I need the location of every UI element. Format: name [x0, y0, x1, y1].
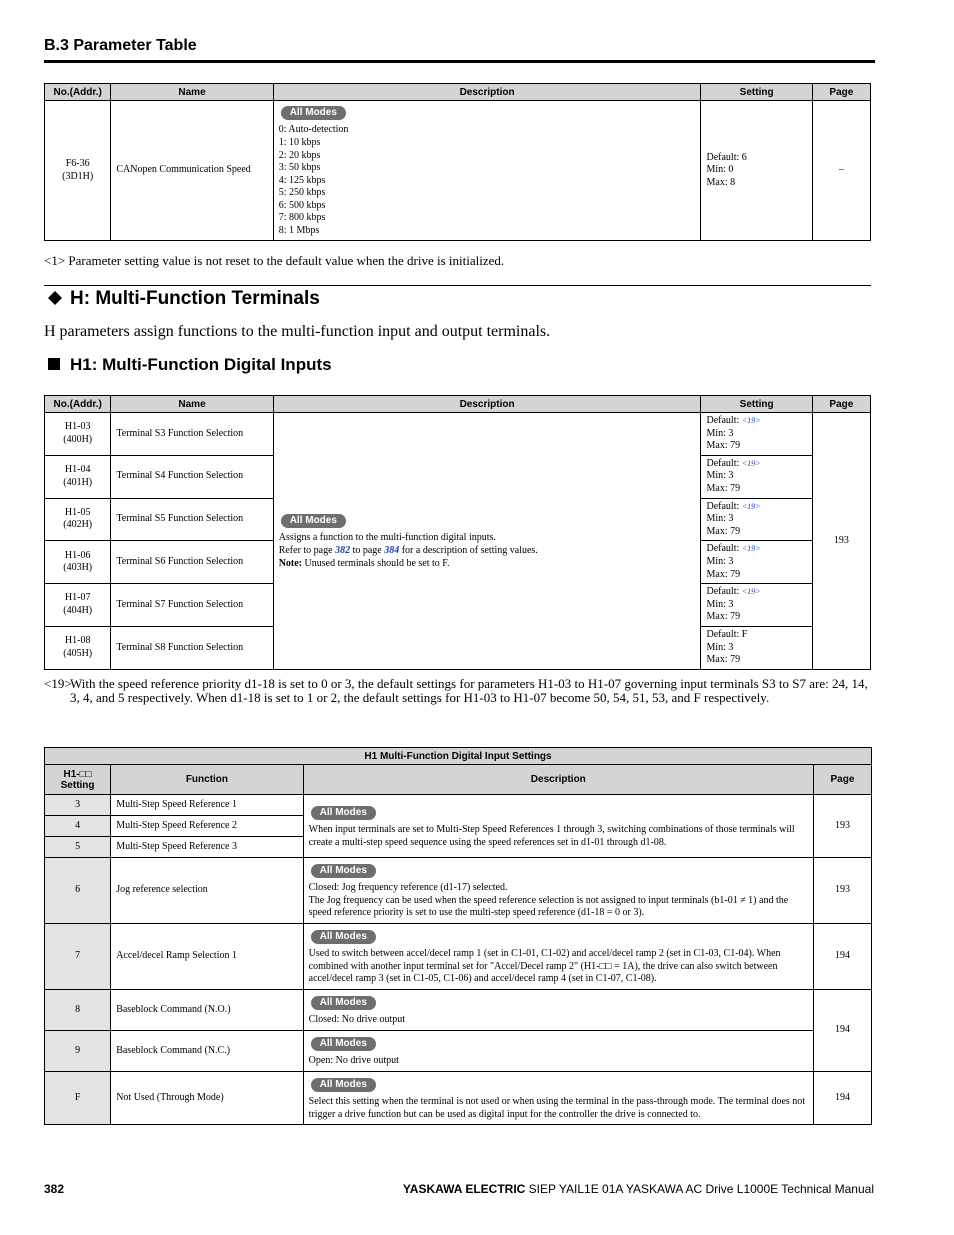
setting-max: Max: 79 — [706, 440, 741, 452]
setting-page: 194 — [813, 990, 871, 1072]
square-icon — [48, 358, 60, 370]
desc-text: to page — [350, 545, 385, 557]
table-row — [45, 924, 872, 990]
param-number-cell — [45, 101, 111, 241]
desc-text: Refer to page — [278, 545, 336, 557]
note-label: Note: — [278, 557, 303, 569]
param-number: H1-07 — [64, 592, 91, 604]
option-line: 3: 50 kbps — [278, 162, 321, 174]
setting-default: Default: — [706, 500, 740, 512]
col-header-no: No.(Addr.) — [45, 396, 111, 413]
col-header-description: Description — [303, 765, 813, 795]
table-row — [45, 413, 871, 456]
setting-function: Not Used (Through Mode) — [111, 1072, 303, 1125]
footer-manual-title — [403, 1182, 874, 1196]
param-description — [273, 413, 701, 670]
desc-text: Select this setting when the terminal is not used or when using the terminal in the pass-through mode. The terminal does not trigger a drive function but can be used as digital input for the controller the drive is connected to. — [308, 1095, 806, 1120]
all-modes-badge: All Modes — [281, 514, 346, 528]
param-name: Terminal S7 Function Selection — [111, 584, 273, 627]
col-header-description: Description — [273, 84, 701, 101]
setting-default: Default: — [706, 457, 740, 469]
param-name: Terminal S3 Function Selection — [111, 413, 273, 456]
desc-text: Closed: Jog frequency reference (d1-17) selected. — [308, 882, 508, 894]
note-text: Unused terminals should be set to F. — [302, 557, 450, 569]
setting-value: F — [45, 1072, 111, 1125]
option-line: 2: 20 kbps — [278, 149, 321, 161]
footnote-19-text: With the speed reference priority d1-18 is set to 0 or 3, the default settings for parameters H1-03 to H1-07 governing input terminals S3 to S7 are: 24, 14, 3, 4, and 5 respectively. When d1-18 is set to 1 or 2, the default settings for H1-03 to H1-07 become 50, 54, 51, 53, and F respectively. — [70, 676, 868, 705]
desc-note — [279, 558, 696, 571]
all-modes-badge: All Modes — [281, 106, 346, 120]
param-number: H1-05 — [64, 506, 91, 518]
setting-value: 6 — [45, 858, 111, 924]
param-address: (400H) — [63, 433, 93, 445]
option-line: 0: Auto-detection — [278, 124, 349, 136]
all-modes-badge: All Modes — [311, 1078, 376, 1092]
param-address: (3D1H) — [62, 170, 94, 182]
footer-brand: YASKAWA ELECTRIC — [402, 1182, 526, 1196]
param-name: Terminal S4 Function Selection — [111, 455, 273, 498]
col-header-setting — [45, 765, 111, 795]
col-header-setting-a: H1-□□ — [63, 768, 92, 780]
settings-table-title: H1 Multi-Function Digital Input Settings — [45, 748, 872, 765]
setting-value: 5 — [45, 837, 111, 858]
all-modes-badge: All Modes — [311, 864, 376, 878]
heading-h1 — [48, 355, 332, 375]
setting-value: 7 — [45, 924, 111, 990]
param-number-cell — [45, 626, 111, 669]
param-setting — [701, 413, 812, 456]
param-setting — [701, 541, 812, 584]
setting-page: 193 — [813, 858, 871, 924]
param-number-cell — [45, 584, 111, 627]
table-header-row — [45, 84, 871, 101]
param-number-cell — [45, 413, 111, 456]
page-link-382[interactable]: 382 — [335, 545, 351, 557]
setting-min: Min: 3 — [706, 598, 734, 610]
setting-description — [303, 990, 813, 1031]
param-name: Terminal S8 Function Selection — [111, 626, 273, 669]
page-link-384[interactable]: 384 — [384, 545, 400, 557]
setting-min: Min: 3 — [706, 641, 734, 653]
option-line: 7: 800 kbps — [278, 212, 326, 224]
setting-description — [303, 924, 813, 990]
intro-paragraph: H parameters assign functions to the multi-function input and output terminals. — [44, 323, 551, 340]
setting-value: 4 — [45, 816, 111, 837]
h1-settings-table — [44, 747, 872, 1125]
param-address: (401H) — [63, 476, 93, 488]
footnote-19 — [44, 677, 872, 705]
table-header-row — [45, 765, 872, 795]
setting-function: Accel/decel Ramp Selection 1 — [111, 924, 303, 990]
section-rule — [44, 60, 875, 63]
table-title-row — [45, 748, 872, 765]
all-modes-badge: All Modes — [311, 930, 376, 944]
setting-function: Baseblock Command (N.C.) — [111, 1031, 303, 1072]
param-name: CANopen Communication Speed — [111, 101, 273, 241]
desc-text: Closed: No drive output — [308, 1014, 406, 1026]
table-row — [45, 990, 872, 1031]
table-row — [45, 101, 871, 241]
col-header-setting-b: Setting — [60, 779, 95, 791]
col-header-page: Page — [812, 396, 870, 413]
heading-h-text: H: Multi-Function Terminals — [70, 288, 320, 309]
table-row — [45, 1072, 872, 1125]
setting-max: Max: 79 — [706, 568, 741, 580]
param-description — [273, 101, 701, 241]
setting-default: Default: 6 — [706, 151, 747, 163]
param-setting — [701, 498, 812, 541]
setting-value: 8 — [45, 990, 111, 1031]
col-header-setting: Setting — [701, 396, 812, 413]
param-setting — [701, 584, 812, 627]
param-address: (402H) — [63, 519, 93, 531]
param-address: (403H) — [63, 562, 93, 574]
footnote-ref-link[interactable]: <19> — [741, 587, 761, 597]
desc-text: for a description of setting values. — [399, 545, 538, 557]
footnote-ref-link[interactable]: <19> — [741, 458, 761, 468]
setting-default: Default: — [706, 543, 740, 555]
setting-value: 3 — [45, 795, 111, 816]
param-name: Terminal S5 Function Selection — [111, 498, 273, 541]
param-setting — [701, 626, 812, 669]
setting-description — [303, 1072, 813, 1125]
col-header-no: No.(Addr.) — [45, 84, 111, 101]
footnote-1: <1> Parameter setting value is not reset to the default value when the drive is initialized. — [44, 253, 505, 268]
setting-min: Min: 3 — [706, 470, 734, 482]
desc-text: The Jog frequency can be used when the speed reference selection is not assigned to input terminals (b1-01 ≠ 1) and the speed reference priority is set to use the multi-step speed reference (d1-18 = 0 or 3). — [308, 894, 789, 919]
param-number-cell — [45, 455, 111, 498]
heading-h1-text: H1: Multi-Function Digital Inputs — [70, 355, 332, 374]
footnote-19-tag: <19> — [44, 676, 72, 691]
setting-max: Max: 8 — [706, 176, 736, 188]
param-number: H1-08 — [64, 635, 91, 647]
setting-default: Default: — [706, 586, 740, 598]
param-number: H1-04 — [64, 464, 91, 476]
setting-page: 194 — [813, 1072, 871, 1125]
col-header-page: Page — [812, 84, 870, 101]
table-row — [45, 795, 872, 816]
desc-text: Open: No drive output — [308, 1055, 399, 1067]
setting-function: Multi-Step Speed Reference 3 — [111, 837, 303, 858]
col-header-function: Function — [111, 765, 303, 795]
setting-max: Max: 79 — [706, 482, 741, 494]
param-setting — [701, 455, 812, 498]
setting-max: Max: 79 — [706, 654, 741, 666]
setting-min: Min: 3 — [706, 513, 734, 525]
all-modes-badge: All Modes — [311, 996, 376, 1010]
footnote-ref-link[interactable]: <19> — [741, 544, 761, 554]
desc-line: Assigns a function to the multi-function digital inputs. — [278, 532, 496, 544]
footnote-ref-link[interactable]: <19> — [741, 416, 761, 425]
desc-text: Used to switch between accel/decel ramp 1 (set in C1-01, C1-02) and accel/decel ramp 2 (set in C1-03, C1-04). When combined with another input terminal set for "Accel/Decel ramp 2" (H1-□□ = 1A), the drive can also switch between accel/decel ramp 3 (set in C1-05, C1-06) and accel/decel ramp 4 (set in C1-07, C1-08). — [308, 948, 781, 985]
col-header-name: Name — [111, 84, 273, 101]
setting-value: 9 — [45, 1031, 111, 1072]
f6-parameter-table — [44, 83, 871, 241]
col-header-setting: Setting — [701, 84, 812, 101]
all-modes-badge: All Modes — [311, 806, 376, 820]
option-line: 4: 125 kbps — [278, 174, 326, 186]
footnote-ref-link[interactable]: <19> — [741, 501, 761, 511]
page-number: 382 — [44, 1182, 65, 1196]
setting-description — [303, 795, 813, 858]
setting-default: Default: — [706, 415, 740, 426]
h1-parameter-table — [44, 395, 871, 670]
param-number-cell — [45, 498, 111, 541]
param-address: (405H) — [63, 647, 93, 659]
setting-description — [303, 858, 813, 924]
setting-function: Baseblock Command (N.O.) — [111, 990, 303, 1031]
table-row — [45, 858, 872, 924]
all-modes-badge: All Modes — [311, 1037, 376, 1051]
col-header-name: Name — [111, 396, 273, 413]
setting-page: 193 — [813, 795, 871, 858]
table-header-row — [45, 396, 871, 413]
param-number: H1-03 — [64, 421, 91, 433]
param-number: H1-06 — [64, 549, 91, 561]
option-line: 8: 1 Mbps — [278, 225, 320, 237]
col-header-description: Description — [273, 396, 701, 413]
section-title: B.3 Parameter Table — [44, 37, 197, 54]
setting-max: Max: 79 — [706, 611, 741, 623]
heading-rule — [44, 285, 871, 286]
setting-min: Min: 3 — [706, 555, 734, 567]
param-name: Terminal S6 Function Selection — [111, 541, 273, 584]
setting-min: Min: 3 — [706, 427, 734, 439]
diamond-icon — [48, 291, 62, 305]
param-number: F6-36 — [65, 157, 90, 169]
setting-description — [303, 1031, 813, 1072]
table-row — [45, 1031, 872, 1072]
desc-text: When input terminals are set to Multi-Step Speed References 1 through 3, switching combinations of those terminals will create a multi-step speed sequence using the speed references set in d1-01 through d1-08. — [308, 823, 795, 848]
heading-h — [48, 288, 320, 310]
setting-default: Default: F — [706, 628, 748, 640]
option-line: 1: 10 kbps — [278, 136, 321, 148]
option-line: 6: 500 kbps — [278, 199, 326, 211]
param-setting — [701, 101, 812, 241]
setting-min: Min: 0 — [706, 164, 734, 176]
setting-function: Multi-Step Speed Reference 2 — [111, 816, 303, 837]
param-address: (404H) — [63, 605, 93, 617]
desc-line-refer — [279, 545, 696, 558]
footer-manual: SIEP YAIL1E 01A YASKAWA AC Drive L1000E Technical Manual — [525, 1182, 874, 1196]
param-number-cell — [45, 541, 111, 584]
setting-function: Jog reference selection — [111, 858, 303, 924]
param-page: 193 — [812, 413, 870, 670]
col-header-page: Page — [813, 765, 871, 795]
setting-page: 194 — [813, 924, 871, 990]
param-page: – — [812, 101, 870, 241]
option-line: 5: 250 kbps — [278, 187, 326, 199]
setting-max: Max: 79 — [706, 525, 741, 537]
setting-function: Multi-Step Speed Reference 1 — [111, 795, 303, 816]
